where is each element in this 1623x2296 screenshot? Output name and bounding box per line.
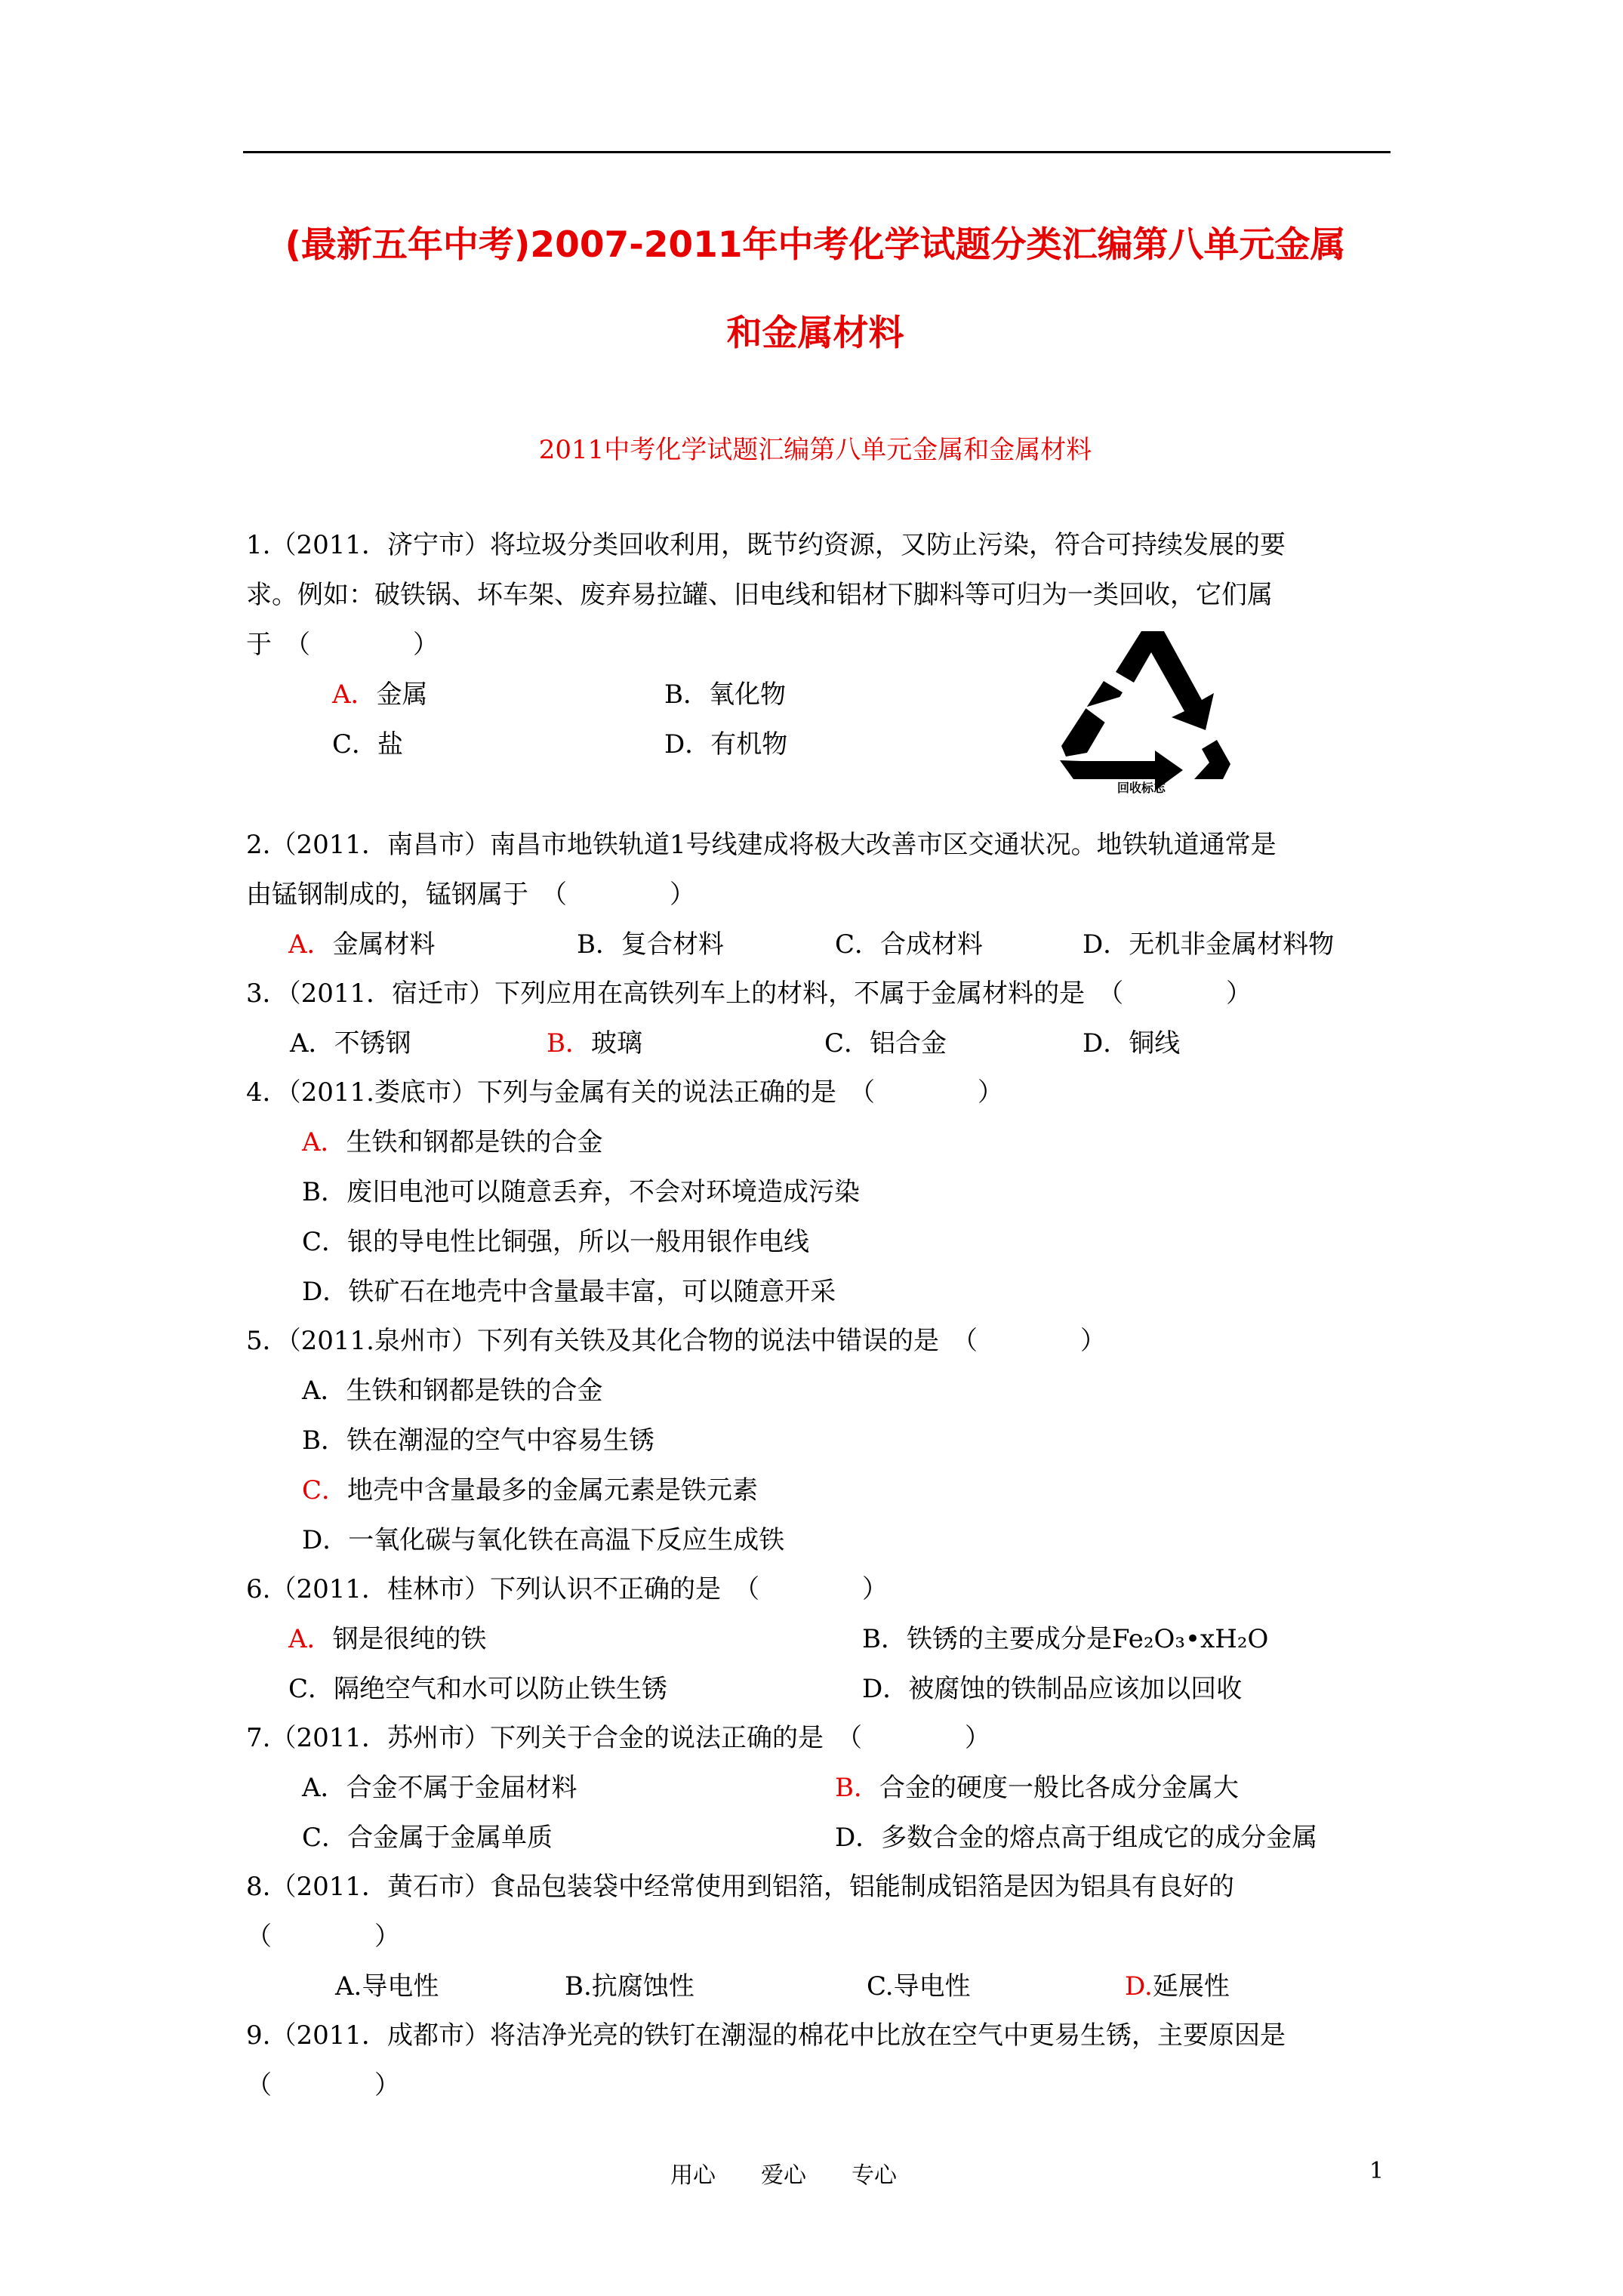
option-text: 延展性 [1152, 1971, 1230, 2002]
option-text: 合金的硬度一般比各成分金属大 [879, 1773, 1239, 1803]
q5-stem-line-1: 5．（2011.泉州市）下列有关铁及其化合物的说法中错误的是 （ ） [246, 1326, 1106, 1356]
q6-option-a [288, 1623, 487, 1656]
option-letter: C． [824, 1028, 870, 1059]
q7-option-b [835, 1771, 1239, 1804]
option-text: 合成材料 [880, 929, 984, 960]
q8-option-c [867, 1970, 971, 2003]
option-text: 金属 [376, 680, 428, 710]
document-title-line-1: (最新五年中考)2007-2011年中考化学试题分类汇编第八单元金属 [285, 224, 1346, 266]
option-text: 废旧电池可以随意丢弃，不会对环境造成污染 [346, 1177, 860, 1207]
q3-option-b [547, 1027, 642, 1060]
q3-stem-line-1: 3．（2011．宿迁市）下列应用在高铁列车上的材料，不属于金属材料的是 （ ） [246, 978, 1252, 1009]
footer-text: 用心 爱心 专心 [670, 2162, 897, 2189]
option-text: 一氧化碳与氧化铁在高温下反应生成铁 [348, 1525, 785, 1555]
option-text: 玻璃 [591, 1028, 642, 1059]
option-text: 铁锈的主要成分是Fe₂O₃•xH₂O [907, 1624, 1269, 1654]
q1-option-c [332, 728, 403, 761]
option-text: 铜线 [1129, 1028, 1181, 1059]
option-letter: B． [664, 680, 709, 710]
option-letter: B． [577, 929, 621, 960]
option-text: 生铁和钢都是铁的合金 [346, 1127, 603, 1157]
option-letter: B． [862, 1624, 907, 1654]
q8-option-b [565, 1970, 694, 2003]
q2-stem-line-1: 2.（2011．南昌市）南昌市地铁轨道1号线建成将极大改善市区交通状况。地铁轨道通常是 [246, 830, 1277, 860]
option-text: 铁矿石在地壳中含量最丰富，可以随意开采 [348, 1277, 836, 1307]
option-letter: B． [547, 1028, 591, 1059]
q5-option-d [302, 1524, 784, 1557]
option-text: 钢是很纯的铁 [332, 1624, 487, 1654]
option-text: 铝合金 [870, 1028, 947, 1059]
q5-option-c [302, 1474, 758, 1507]
q5-option-b [302, 1424, 654, 1457]
q1-option-b [664, 678, 786, 711]
q2-option-b [577, 928, 724, 961]
option-letter: C． [302, 1823, 348, 1853]
q6-stem-line-1: 6.（2011．桂林市）下列认识不正确的是 （ ） [246, 1574, 888, 1604]
option-letter: A． [290, 1028, 334, 1059]
option-text: 不锈钢 [334, 1028, 411, 1059]
q1-stem-line-2: 求。例如：破铁锅、坏车架、废弃易拉罐、旧电线和铝材下脚料等可归为一类回收，它们属 [246, 580, 1273, 610]
option-text: 金属材料 [332, 929, 436, 960]
q8-option-d [1125, 1970, 1230, 2003]
q1-option-a [332, 678, 428, 711]
option-text: 氧化物 [709, 680, 786, 710]
document-title-line-2: 和金属材料 [726, 313, 904, 354]
option-text: 被腐蚀的铁制品应该加以回收 [908, 1674, 1243, 1704]
q9-stem-line-2: （ ） [246, 2070, 400, 2100]
option-text: 无机非金属材料物 [1129, 929, 1335, 960]
q3-option-c [824, 1027, 947, 1060]
option-letter: B． [835, 1773, 879, 1803]
option-letter: B． [302, 1425, 346, 1456]
recycle-arrow-right [1194, 740, 1230, 779]
recycle-symbol [1051, 628, 1232, 794]
q3-option-a [290, 1027, 411, 1060]
option-letter: C. [867, 1971, 894, 2002]
q2-option-a [288, 928, 436, 961]
page-number: 1 [1369, 2158, 1384, 2184]
option-letter: D． [835, 1823, 882, 1853]
header-rule [243, 151, 1390, 153]
option-letter: C． [302, 1475, 348, 1505]
option-letter: A． [302, 1376, 346, 1406]
recycle-label: 回收标志 [1116, 781, 1166, 794]
section-subtitle: 2011中考化学试题汇编第八单元金属和金属材料 [538, 435, 1092, 465]
q1-stem-line-1: 1.（2011．济宁市）将垃圾分类回收利用，既节约资源，又防止污染，符合可持续发展的要 [246, 530, 1286, 560]
option-text: 多数合金的熔点高于组成它的成分金属 [881, 1823, 1318, 1853]
option-text: 地壳中含量最多的金属元素是铁元素 [347, 1475, 759, 1505]
q4-option-b [302, 1176, 860, 1209]
q2-stem-line-2: 由锰钢制成的，锰钢属于 （ ） [246, 880, 695, 910]
q3-option-d [1083, 1027, 1180, 1060]
option-text: 导电性 [362, 1971, 439, 2002]
q8-stem-line-1: 8.（2011．黄石市）食品包装袋中经常使用到铝箔，铝能制成铝箔是因为铝具有良好的 [246, 1872, 1234, 1902]
recycle-arrow-top [1116, 631, 1214, 730]
q1-option-d [664, 728, 787, 761]
option-letter: A． [302, 1773, 346, 1803]
q4-stem-line-1: 4．（2011.娄底市）下列与金属有关的说法正确的是 （ ） [246, 1077, 1003, 1108]
option-letter: A． [288, 1624, 333, 1654]
option-text: 铁在潮湿的空气中容易生锈 [346, 1425, 654, 1456]
option-letter: A． [288, 929, 333, 960]
q4-option-d [302, 1275, 836, 1308]
q2-option-d [1083, 928, 1334, 961]
option-text: 有机物 [710, 729, 788, 760]
q1-stem-line-3: 于 （ ） [246, 630, 439, 660]
option-letter: D． [664, 729, 711, 760]
option-text: 生铁和钢都是铁的合金 [346, 1376, 603, 1406]
option-letter: A． [332, 680, 377, 710]
q4-option-a [302, 1126, 603, 1159]
q9-stem-line-1: 9.（2011．成都市）将洁净光亮的铁钉在潮湿的棉花中比放在空气中更易生锈，主要原因是 [246, 2020, 1286, 2051]
option-text: 隔绝空气和水可以防止铁生锈 [334, 1674, 668, 1704]
q7-option-d [835, 1821, 1317, 1854]
option-letter: D． [1083, 1028, 1129, 1059]
option-letter: C． [332, 729, 378, 760]
option-text: 复合材料 [621, 929, 724, 960]
q7-option-c [302, 1821, 553, 1854]
option-letter: D. [1125, 1971, 1153, 2002]
option-letter: D． [302, 1277, 349, 1307]
option-letter: C． [288, 1674, 334, 1704]
q6-option-c [288, 1672, 667, 1706]
q8-stem-line-2: （ ） [246, 1922, 400, 1952]
option-letter: A． [302, 1127, 346, 1157]
q5-option-a [302, 1374, 603, 1407]
q6-option-b [862, 1623, 1268, 1656]
option-letter: B. [565, 1971, 592, 2002]
option-letter: D． [302, 1525, 349, 1555]
option-letter: B． [302, 1177, 346, 1207]
option-text: 合金属于金属单质 [347, 1823, 553, 1853]
option-letter: C． [835, 929, 881, 960]
q7-stem-line-1: 7.（2011．苏州市）下列关于合金的说法正确的是 （ ） [246, 1723, 990, 1753]
option-letter: C． [302, 1227, 348, 1257]
option-text: 抗腐蚀性 [591, 1971, 694, 2002]
option-text: 合金不属于金届材料 [346, 1773, 577, 1803]
option-letter: A. [335, 1971, 362, 2002]
option-letter: D． [1083, 929, 1129, 960]
q8-option-a [335, 1970, 439, 2003]
q6-option-d [862, 1672, 1242, 1706]
option-text: 盐 [377, 729, 404, 760]
option-letter: D． [862, 1674, 909, 1704]
option-text: 银的导电性比铜强，所以一般用银作电线 [347, 1227, 810, 1257]
option-text: 导电性 [893, 1971, 971, 2002]
q2-option-c [835, 928, 983, 961]
q4-option-c [302, 1225, 809, 1259]
q7-option-a [302, 1771, 577, 1804]
